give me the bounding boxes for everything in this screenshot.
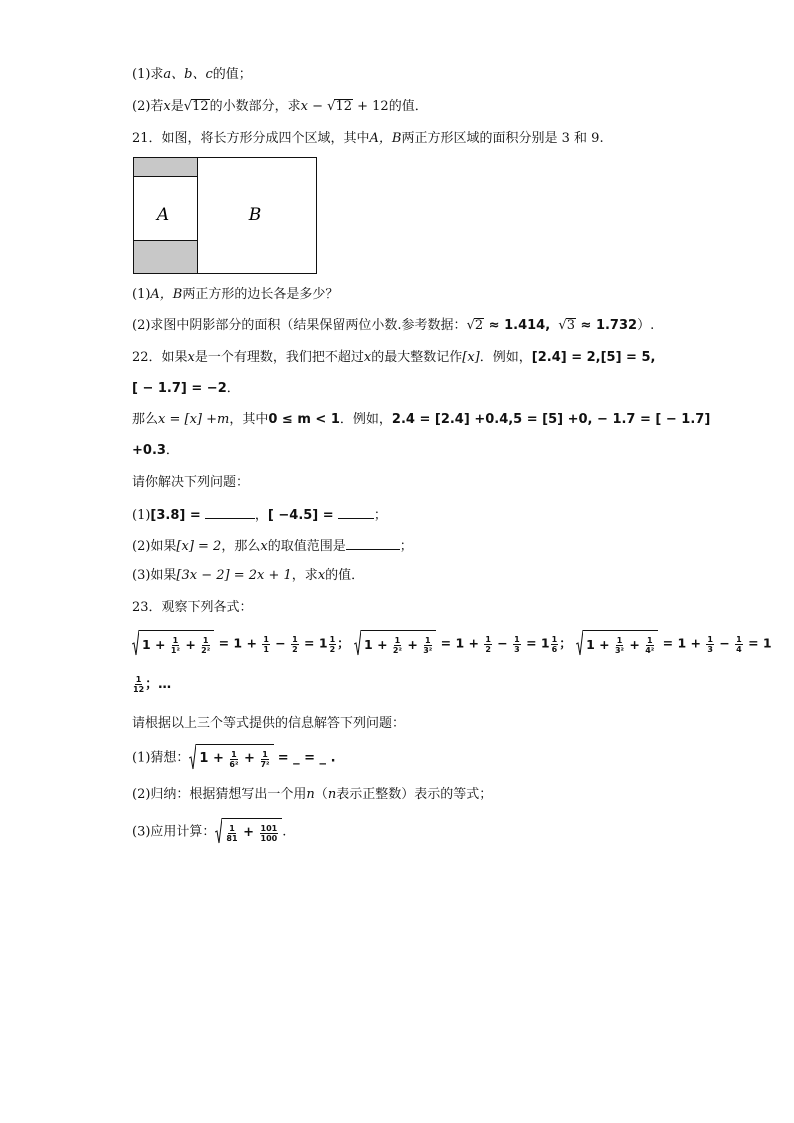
p1-sqrt: 1 + $\frac{1}{\text{6²}}$ + $\frac{1}{\text{7²}}$ xyxy=(189,744,273,772)
answer-blank[interactable] xyxy=(338,506,374,519)
q21-part2: (2)求图中阴影部分的面积（结果保留两位小数.参考数据：√2 ≈ 1.414, √3 ≈ 1.732）. xyxy=(132,318,655,333)
radical-sign-icon xyxy=(132,630,139,656)
radical-sign-icon xyxy=(354,630,361,656)
q22-part3: (3)如果[3x − 2] = 2x + 1，求x的值． xyxy=(132,568,365,583)
q20-part1: (1)求a、b、c的值； xyxy=(132,67,252,82)
q23-equations-cont: $\frac{1}{12}$ ；… xyxy=(133,675,172,694)
q22-definition-cont: +0.3． xyxy=(132,443,179,458)
q21-part1: (1)A，B两正方形的边长各是多少？ xyxy=(132,287,339,302)
q22-stem: 22．如果x是一个有理数，我们把不超过x的最大整数记作[x]．例如，[2.4] = 2,[5] = 5, xyxy=(132,350,656,365)
radical-sign-icon: √ xyxy=(183,99,193,114)
q23-part2: (2)归纳：根据猜想写出一个用n（n表示正整数）表示的等式； xyxy=(132,787,493,802)
answer-blank[interactable] xyxy=(346,537,400,550)
eq2-sqrt: 1 + $\frac{1}{\text{2²}}$ + $\frac{1}{\text{3²}}$ xyxy=(354,630,436,658)
eq3-sqrt: 1 + $\frac{1}{\text{3²}}$ + $\frac{1}{\text{4²}}$ xyxy=(576,630,658,658)
radical-sign-icon xyxy=(576,630,583,656)
shaded-region-top xyxy=(134,158,198,177)
eq1-sqrt: 1 + $\frac{1}{\text{1²}}$ + $\frac{1}{\text{2²}}$ xyxy=(132,630,214,658)
q23-part1: (1)猜想： 1 + $\frac{1}{\text{6²}}$ + $\frac{1}{\text{7²}}$ = _ = _ . xyxy=(132,744,336,772)
q23-equations: 1 + $\frac{1}{\text{1²}}$ + $\frac{1}{\text{2²}}$ = 1 + $\frac{1}{1}$ − $\frac{1}{2}$ = 1 $\frac{1}{2}$ ； 1 + $\frac{1}{\text{2²}}$ + $\frac{1}{\text{3²}}$ = 1 + $\frac{1}{2}$ − $\frac{1}{3}$ = 1 $\frac{1}{6}$ ； 1 + $\frac{1}{\text{3²}}$ + $\frac{1}{\text{4²}}$ = 1 + $\frac{1}{3}$ − $\frac{1}{4}$ = 1 xyxy=(132,630,772,658)
radical-sign-icon: √ xyxy=(466,318,475,333)
answer-blank[interactable] xyxy=(205,506,255,519)
q20-part2: (2)若x是√12的小数部分，求x − √12 + 12的值． xyxy=(132,99,428,114)
q22-definition-line: 那么x = [x] +m，其中0 ≤ m < 1．例如，2.4 = [2.4] +0.4,5 = [5] +0, − 1.7 = [ − 1.7] xyxy=(132,412,711,427)
radical-sign-icon xyxy=(215,818,222,844)
q22-part2: (2)如果[x] = 2，那么x的取值范围是 ； xyxy=(132,539,413,554)
label-a: A xyxy=(156,205,170,225)
q23-prompt: 请根据以上三个等式提供的信息解答下列问题： xyxy=(132,716,406,731)
q23-stem: 23．观察下列各式： xyxy=(132,600,253,615)
q22-part1: (1)[3.8] = ，[ −4.5] = ； xyxy=(132,508,387,523)
q23-part3: (3)应用计算： $\frac{1}{81}$ + $\frac{101}{100}$ . xyxy=(132,818,286,846)
label-b: B xyxy=(248,205,262,225)
q21-stem: 21．如图，将长方形分成四个区域，其中A，B两正方形区域的面积分别是 3 和 9. xyxy=(132,131,604,146)
q22-prompt: 请你解决下列问题： xyxy=(132,475,250,490)
radical-sign-icon: √ xyxy=(558,318,567,333)
p3-sqrt: $\frac{1}{81}$ + $\frac{101}{100}$ xyxy=(215,818,282,846)
radical-sign-icon: √ xyxy=(327,99,336,114)
q22-example-line: [ − 1.7] = −2． xyxy=(132,381,240,396)
shaded-region-bottom xyxy=(134,241,198,274)
rectangle-regions-figure xyxy=(133,157,317,274)
radical-sign-icon xyxy=(189,744,196,770)
